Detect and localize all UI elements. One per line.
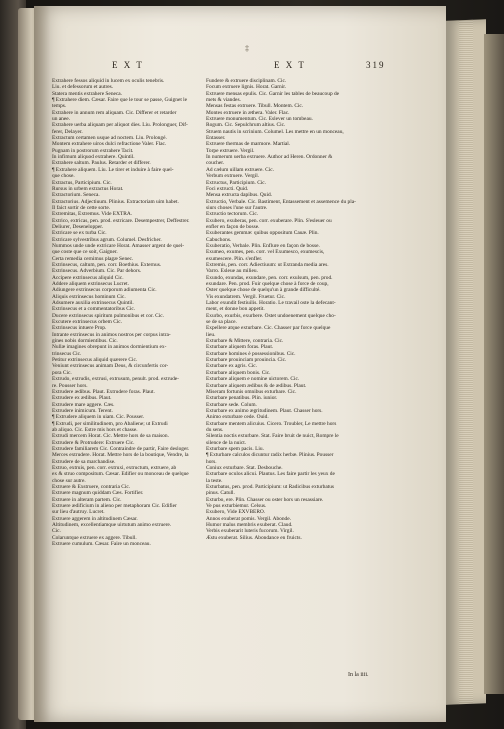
running-header [84,60,384,74]
text-line: Annos exuberat pomis. Vergil. Abonde. [206,515,291,522]
header-middle: E X T [274,60,306,70]
text-line: Petitur extrinsecus aliquid quærere Cic. [52,357,138,364]
text-line: Extruere cumulum. Cæsar. Faire un monceau. [52,541,151,548]
text-line: Veniunt extrinsecus animam Deus, & circunfertis cor- [52,363,169,370]
text-line: re. Pousser hors. [52,382,88,389]
text-line: Montem extrahere uiros dulci refractione Valer. Flac. [52,141,167,148]
text-line: Deliurer, Desenelopper. [52,223,104,230]
text-line: Extruere in alteram partem. Cic. [52,496,122,503]
text-line: du sens. [206,426,224,433]
text-line: exundare. Pen. prod. Fuir quelque chose à force de coup, [206,281,329,287]
text-line: Entasser. [206,135,226,142]
text-line: Extrahere saltum. Paulus. Retarder et differer. [52,160,151,167]
text-line: Colaruntque extruere ex aggere. Tibull. [52,534,137,541]
left-column [52,78,202,547]
text-line: Extrudere familiarem Cic. Contraindre de partir, Faire desloger. [52,445,190,452]
text-line: enfler en façon de bosse. [206,223,260,230]
text-line: Exturbare aliquem bonis. Cic. [206,369,271,376]
text-line: Extractus, Participium. Cic. [52,179,112,186]
text-line: Adsumere auxilia extrinsecus Quintil. [52,300,134,307]
text-line: sur lieu d'autruy. Lucret. [52,509,105,516]
text-line: pora Cic. [52,369,72,376]
text-line: Adiungere extrinsecus corporum adiumenta Cic. [52,287,157,294]
text-line: Exturbare ex animo ægritudinem. Plaut. Chasser hors. [206,407,323,414]
text-line: la teste. [206,477,223,484]
text-line: Nullæ imagines obrepunt in animos dormientium ex- [52,344,167,351]
text-line: Extrudere ex ædibus. Plaut. [52,395,112,402]
text-line: Foci extructi. Quid. [206,185,249,192]
catchword: In la iiii. [348,672,369,678]
text-line: Rursus in urbem extractus Horat. [52,185,124,192]
text-line: ex & struo compositum. Cæsar. Edifier ou monceau de quelque [52,471,189,478]
text-line: Extruere & Exstruere, contraria Cic. [52,484,131,490]
text-line: Extruo, extruis, pen. corr. extruxi, extructum, extruere, ab [52,464,177,471]
text-line: Extruere ædificium in alieno per metaphoram Cic. Edifier [52,503,177,510]
text-line: Exturbo, ere. Plin. Chasser ou oster hors un resassiare. [206,496,324,503]
text-line: Exubero, exuberas, pen. corr. exuberare. Plin. S'esleuer ou [206,217,332,224]
text-line: Focum extruere lignis. Horat. Garnir. [206,84,287,91]
text-line: Oster quelque chose de quelqu'un à grande difficulté. [206,287,321,294]
text-line: un anee. [52,116,70,123]
text-line: ¶ Extrahere aliquem. Liu. Le tirer et induire à faire quel- [52,166,174,173]
text-line: chose sur autre. [52,477,86,484]
text-line: Exturbare aliquem e nomine uictorem. Cic. [206,376,300,383]
text-line: que chose. [52,173,75,180]
text-line: que coste que ce soit, Gaigner. [52,249,118,256]
text-line: Vis exundatrem. Vergil. Fruetur. Cic. [206,293,286,300]
text-line: Ve pus exturbiemur. Celsus. [206,503,267,510]
text-line: Mensas festas extruere. Tibull. Montem. Cic. [206,103,304,110]
text-line: Exturbare & Mittere, contraria. Cic. [206,338,284,345]
text-line: Extruere mensas epulis. Cic. Garnir les tables de beaucoup de [206,90,340,97]
header-left: E X T [112,60,144,70]
text-line: pinus. Catull. [206,490,235,497]
page-number: 319 [366,60,386,70]
text-line: silence de la nuict. [206,439,247,446]
text-line: Extremis, pen. corr. Adiectiuum: ut Extranda media ares. [206,261,329,268]
text-line: hors. [206,458,217,465]
text-line: Mensa extructa dapibus. Quid. [206,192,273,199]
text-line: trinsecus Cic. [52,350,82,357]
text-line: Humor malus membris exuberat. Claud. [206,522,293,529]
text-line: mets & viandes. [206,97,241,104]
text-line: Coniux exturbare. Stat. Desbouche. [206,464,283,471]
text-line: se de sa place. [206,319,237,326]
text-line: Aliquis extrinsecus hominum Cic. [52,293,126,300]
text-line: Extractum certamen usque ad noctem. Liu. Prolongé. [52,135,167,142]
text-line: Extructio, Verbale. Cic. Bastiment, Entassement et assemence du pla- [206,198,356,205]
text-line: Extractorium. Seneca. [52,192,100,199]
text-line: lieu. [206,331,216,338]
text-line: Accipere extrinsecus aliquid Cic. [52,274,124,281]
text-line: Merces extrudere. Horat. Mettre hors de la boutique, Vendre, la [52,452,189,459]
text-line: Extrudere inimicum. Terent. [52,407,113,414]
text-line: Torpe extruere. Vergil. [206,147,255,154]
text-line: Fundere & extruere disciplinam. Cic. [206,78,287,84]
text-line: Extrudere & Protrudere: Extruere Cic. [52,439,135,446]
text-line: exumescere. Plin. s'enfler. [206,255,263,262]
text-line: Exturbare mentem alicuius. Cicero. Troubler, Le mettre hors [206,420,337,427]
text-line: Extrudere ædibus. Plaut. Extrudere foras. Plaut. [52,388,155,395]
page-stack-edge [446,19,486,704]
text-line: Exturbare prouinciam prouincia. Cic. [206,357,287,364]
text-line: Struem nautis in scrinium. Columel. Les mettre en un monceau, [206,128,344,135]
text-line: In numerum uerba extruere. Author ad Heren. Ordonner & [206,154,333,161]
text-line: ¶ Extrudere aliquem in uiam. Cic. Pousser. [52,414,145,421]
text-line: Labor exundit festiuilis. Horatio. Le travail oste la defecant- [206,300,336,307]
text-line: Verbis exuberarit luteris fucorum. Virgil. [206,528,294,535]
text-line: Extractorius. Adjectiuum. Plinius. Extractoriam uim habet. [52,198,179,205]
text-line: Exturbare oculos alicui. Plautus. Les faire partir les yeux de [206,471,335,478]
text-line: Extrudi mercem Horat. Cic. Mettre hors de sa maison. [52,433,169,440]
text-line: Extruere aggerem in altitudinem Cæsar. [52,515,138,522]
text-line: Montes extruere in æthera. Valer. Flac. [206,109,290,116]
ink-mark: ‡ [245,44,249,53]
text-line: temps. [52,103,67,110]
text-line: Altitudinem, excellentiamque uirtutum animo extruere. [52,522,172,529]
text-line: siurs choses l'une sur l'autre. [206,204,268,211]
text-line: Extrudo, extrudis, extrusi, extrusum, penult. prod. extrude- [52,376,179,383]
text-line: Liu. et defessorum et autres. [52,84,114,91]
text-line: Exumeo, exumes, pen. corr. vel Exumesco, exumescis, [206,249,325,256]
text-line: Exturbare ex agris. Cic. [206,363,258,370]
text-line: Cabuchons. [206,236,232,243]
text-line: Æstu exuberat. Silius. Abondance en fruicts. [206,534,302,541]
text-line: Extructus, Participium. Cic. [206,179,267,186]
right-column [206,78,382,541]
text-line: Extrahere in annum rem aliquam. Cic. Differer et retarder [52,109,177,116]
text-line: Extruere monumentum. Cic. Eslever un tombeau. [206,116,313,123]
text-line: Extrinsecus intuere Prop. [52,325,107,332]
text-line: Verbum extruere. Vergil. [206,173,260,180]
text-line: Exturbare aliquem ædibus & de ædibus. Plaut. [206,382,307,389]
text-line: Exturbare homines è possessionibus. Cic. [206,350,296,357]
text-line: Expellere atque exturbare. Cic. Chasser par force quelque [206,325,331,332]
text-line: ¶ Extrahere diem. Cæsar. Faire que le tour se passe, Guignet le [52,97,188,104]
text-line: Animo exturbare cede. Ouid. [206,414,269,421]
text-line: ¶ Exturbare calculos dicuntur radix herbæ. Plinius. Pousser [206,452,334,459]
text-line: Exurbo, exurbis, exurbere. Ostet undoenement quelque cho- [206,312,336,319]
text-line: Extrahere uerba aliquam per aliquot dies. Liu. Prolonguer, Dif- [52,122,188,129]
book-cover-edge [484,34,504,694]
text-line: ment, et donne bon appetit. [206,306,265,313]
text-line: Silentia noctis exturbare. Stat. Faire bruit de nuict, Rompre le [206,433,339,440]
text-line: coucher. [206,160,225,167]
text-line: Extrinsecus, caltum, pen. corr. Boethius. Externus. [52,261,162,268]
text-line: Exuberatio, Verbale. Plin. Enflure en façon de bosse. [206,242,320,249]
text-line: Rogum. Cic. Sepulchrum altius. Cic. [206,122,286,129]
text-line: Extrudere mare aggere. Cæs. [52,401,115,408]
text-line: Extrahere fessos aliquid in lucem ex oculis tenebris. [52,78,165,84]
text-line: Extremitas, Extremus. Vide EXTRA. [52,211,133,218]
text-line: Miseram fortunis omnibus exturbare. Cic. [206,388,297,395]
text-line: ab aliquo. Cic. Estre mis hors et chasse. [52,426,138,433]
text-line: Extructio tectorum. Cic. [206,211,259,218]
text-line: Varro. Esleue au milieu. [206,268,258,275]
text-line: Intrante extrinsecus in animos nostros per corpus intra- [52,331,171,338]
text-line: Exturbare aliquem foras. Plaut. [206,344,274,351]
text-line: ¶ Extrudi, per similitudinem, pro Abaliene; ut Extrudi [52,420,168,427]
text-line: Extruere magnum quiddam Cæs. Fortifier. [52,490,144,497]
text-line: Nummos unde unde extricare Horat. Amasser argent de quel- [52,242,185,249]
text-line: Extruere thermas de marmore. Martial. [206,141,291,148]
text-line: Il faict sortir de cette sorte. [52,204,111,211]
text-line: Certa remedia cernimus plagæ Senec. [52,255,134,262]
text-line: In infimum aliquod extrahere. Quintil. [52,154,135,161]
text-line: Extrudere de sa marchandise. [52,458,116,465]
text-line: Extrinsecus. Adverbium. Cic. Par dehors. [52,268,142,275]
text-line: Extricare sylvestribus agrum. Columel. Desfricher. [52,236,162,243]
text-line: Ad cælum uillam extruere. Cic. [206,166,274,173]
text-line: Exturbare penatibus. Plin. iunior. [206,395,278,402]
text-line: Addere aliquem extrinsecus Lucret. [52,281,129,287]
text-line: Extricare se ex turba Cic. [52,230,107,237]
text-line: Statera mentis extrahere Seneca. [52,90,123,97]
text-line: Exuberantes gemmæ: quibus oppositum Cauæ. Plin. [206,230,319,237]
text-line: Pugnam in postrorum extrahere Tacit. [52,147,134,154]
text-line: Ducere extrinsecus spiritum pulmonibus et cor. Cic. [52,312,164,319]
text-line: Exundo, exundas, exundare, pen. corr. exulsum, pen. prod. [206,274,333,281]
text-line: Exturbare sede. Colum. [206,401,257,408]
text-line: Excutere extrinsecus orbem Cic. [52,319,123,326]
text-line: Exubero, Vide EXVBERO. [206,509,266,516]
text-line: Exturbatus, pen. prod. Participium: ut Radicibus exturbatus [206,484,335,490]
text-line: Exturbare spem pacis. Liu. [206,445,264,452]
text-line: ferer, Delayer. [52,128,83,135]
text-line: Extrico, extricas, pen. prod. extricare. Desempestrer, Deffestrer. [52,217,190,224]
text-line: gines nobis dormientibus. Cic. [52,338,118,345]
text-line: Cic. [52,528,61,535]
text-line: Extrinsecus et a commentatoribus Cic. [52,306,136,313]
